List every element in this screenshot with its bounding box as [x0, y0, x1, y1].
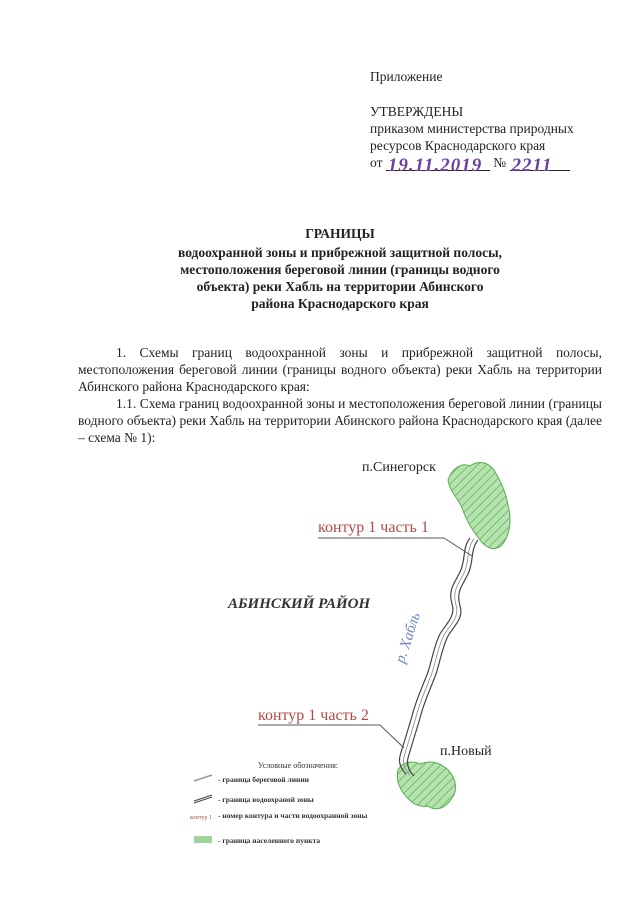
map-legend: [190, 761, 368, 845]
water-protection-line-east: [407, 540, 478, 776]
contour-label-icon: контур 1: [190, 815, 212, 821]
from-label: от: [370, 155, 383, 170]
appendix-label: Приложение: [370, 69, 443, 84]
settlement-area-novy: [397, 762, 455, 809]
settlement-novy-label: п.Новый: [440, 744, 492, 759]
shoreline-line-icon: [194, 775, 212, 781]
settlement-area-sinegorsk: [448, 463, 510, 549]
handwritten-number: 2211: [511, 155, 553, 176]
legend-item-contour: - номер контура и части водоохранной зоны: [218, 811, 368, 820]
title-line-2: водоохранной зоны и прибрежной защитной полосы,: [178, 245, 502, 260]
legend-item-water-protection: - граница водоохраной зоны: [218, 795, 314, 804]
settlement-area-icon: [194, 836, 212, 843]
paragraph-1: 1. Схемы границ водоохранной зоны и прибрежной защитной полосы, местоположения береговой линии (границы водного объекта) реки Хабль на территории Абинского района Краснодарского края:: [78, 345, 602, 394]
title-line-4: объекта) реки Хабль на территории Абинского: [196, 279, 484, 294]
river-label: р. Хабль: [392, 610, 424, 666]
settlement-sinegorsk-label: п.Синегорск: [362, 460, 436, 475]
contour-2-label: контур 1 часть 2: [258, 707, 369, 724]
title-line-5: района Краснодарского края: [251, 296, 429, 311]
district-label: АБИНСКИЙ РАЙОН: [228, 596, 371, 612]
title-line-3: местоположения береговой линии (границы водного: [180, 262, 500, 277]
number-label: №: [493, 155, 507, 170]
approved-label: УТВЕРЖДЕНЫ: [370, 104, 464, 119]
title-line-1: ГРАНИЦЫ: [305, 226, 375, 241]
paragraph-1-1: 1.1. Схема границ водоохранной зоны и местоположения береговой линии (границы водного объекта) реки Хабль на территории Абинского района Краснодарского края (далее – схема № 1):: [78, 396, 602, 445]
order-line-2: ресурсов Краснодарского края: [370, 138, 546, 153]
contour-1-label: контур 1 часть 1: [318, 519, 429, 536]
legend-item-shoreline: - граница береговой линии: [218, 775, 309, 784]
legend-title: Условные обозначения:: [258, 761, 339, 770]
order-line-1: приказом министерства природных: [370, 121, 574, 136]
handwritten-date: 19.11.2019: [387, 155, 483, 176]
legend-item-settlement: - граница населенного пункта: [218, 836, 321, 845]
